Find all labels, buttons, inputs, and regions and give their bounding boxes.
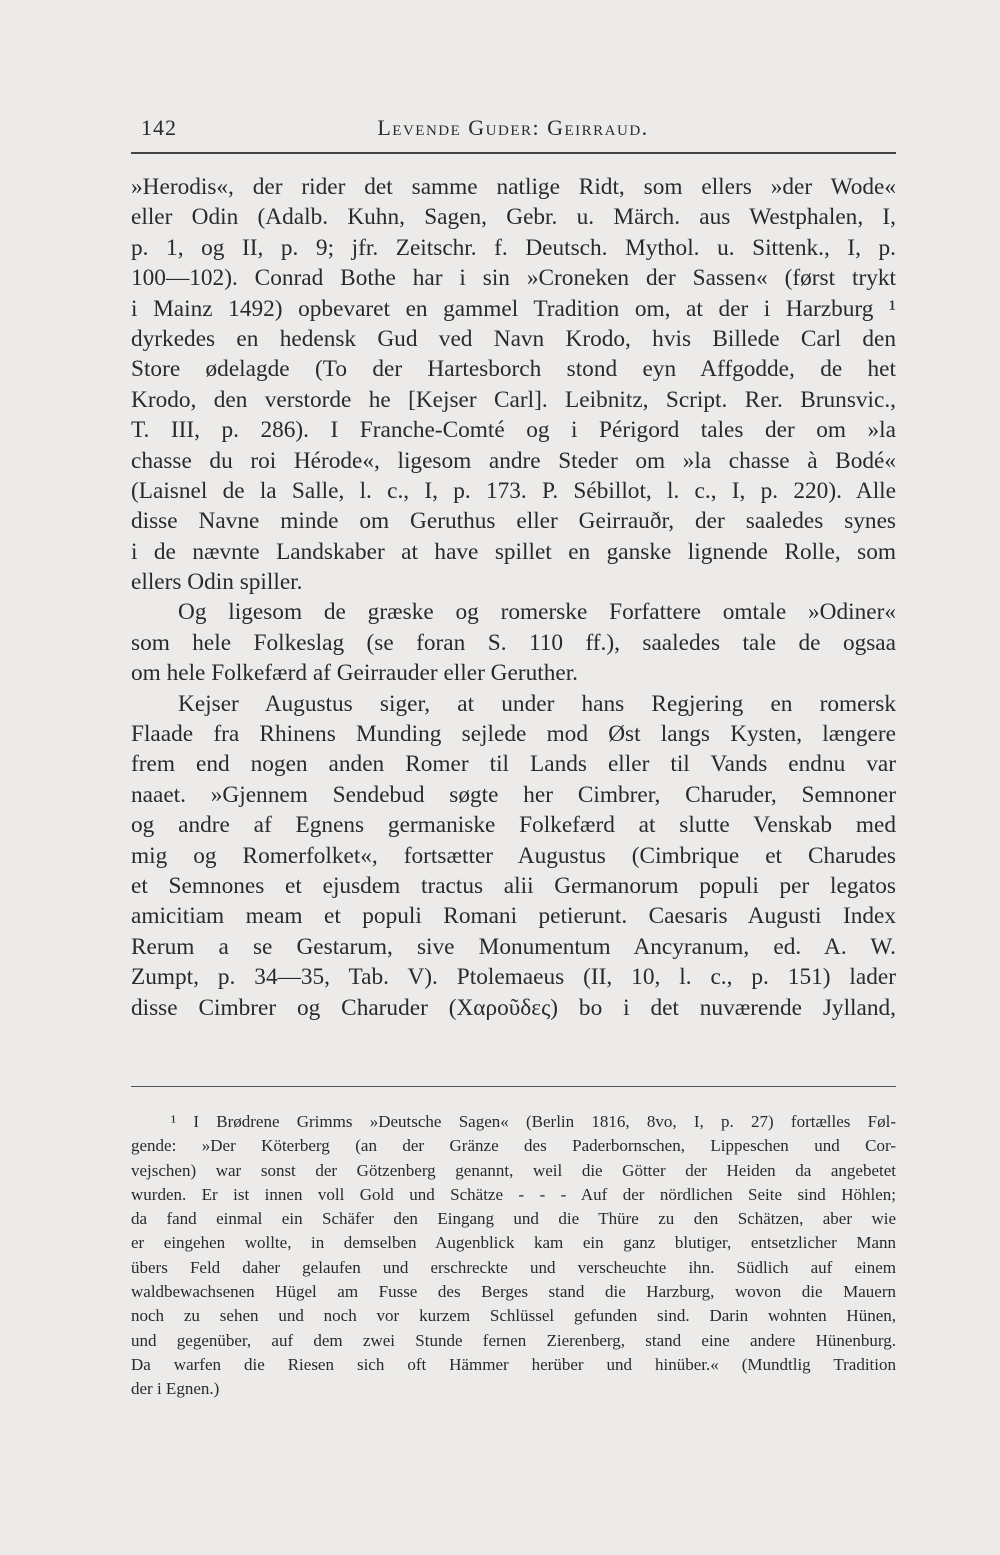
body-line: Zumpt, p. 34—35, Tab. V). Ptolemaeus (II, 10, l. c., p. 151) lader bbox=[131, 964, 896, 991]
body-line: Store ødelagde (To der Hartesborch stond eyn Affgodde, de het bbox=[131, 356, 896, 383]
footnote-line: er eingehen wollte, in demselben Augenblick kam ein ganz blutiger, entsetzlicher Mann bbox=[131, 1233, 896, 1253]
running-title: Levende Guder: Geirraud. bbox=[377, 115, 649, 140]
footnote-line: gende: »Der Köterberg (an der Gränze des Paderbornschen, Lippeschen und Cor- bbox=[131, 1136, 896, 1156]
footnote-line: der i Egnen.) bbox=[131, 1379, 220, 1399]
body-line: disse Navne minde om Geruthus eller Geirrauðr, der saaledes synes bbox=[131, 508, 896, 535]
body-line: i de nævnte Landskaber at have spillet en ganske lignende Rolle, som bbox=[131, 538, 896, 565]
footnote-line: noch zu sehen und noch vor kurzem Schlüssel gefunden sind. Darin wohnten Hünen, bbox=[131, 1306, 896, 1326]
body-line: chasse du roi Hérode«, ligesom andre Steder om »la chasse à Bodé« bbox=[131, 447, 896, 474]
body-line: amicitiam meam et populi Romani petierunt. Caesaris Augusti Index bbox=[131, 903, 896, 930]
body-line: disse Cimbrer og Charuder (Χαρoῦδες) bo i det nuværende Jylland, bbox=[131, 994, 896, 1021]
footnote-line: übers Feld daher gelaufen und erschreckte und verscheuchte ihn. Südlich auf einem bbox=[131, 1257, 896, 1277]
body-line: »Herodis«, der rider det samme natlige Ridt, som ellers »der Wode« bbox=[131, 174, 896, 200]
footnote-line: waldbewachsenen Hügel am Fusse des Berges stand die Harzburg, wovon die Mauern bbox=[131, 1282, 896, 1302]
body-line: frem end nogen anden Romer til Lands eller til Vands endnu var bbox=[131, 751, 896, 778]
body-line: mig og Romerfolket«, fortsætter Augustus (Cimbrique et Charudes bbox=[131, 842, 896, 869]
body-line: Krodo, den verstorde he [Kejser Carl]. Leibnitz, Script. Rer. Brunsvic., bbox=[131, 386, 896, 413]
body-line: et Semnones et ejusdem tractus alii Germanorum populi per legatos bbox=[131, 872, 896, 899]
body-line: og andre af Egnens germaniske Folkefærd at slutte Venskab med bbox=[131, 812, 896, 839]
body-line: ellers Odin spiller. bbox=[131, 569, 303, 596]
body-line: 100—102). Conrad Bothe har i sin »Croneken der Sassen« (først trykt bbox=[131, 265, 896, 292]
footnote-line: Da warfen die Riesen sich oft Hämmer herüber und hinüber.« (Mundtlig Tradition bbox=[131, 1354, 896, 1374]
body-line: Kejser Augustus siger, at under hans Regjering en romersk bbox=[178, 690, 896, 717]
body-line: eller Odin (Adalb. Kuhn, Sagen, Gebr. u. Märch. aus Westphalen, I, bbox=[131, 204, 896, 231]
body-line: dyrkedes en hedensk Gud ved Navn Krodo, hvis Billede Carl den bbox=[131, 325, 896, 352]
footnote-line: und gegenüber, auf dem zwei Stunde fernen Zierenberg, stand eine andere Hünenburg. bbox=[131, 1330, 896, 1350]
page-number: 142 bbox=[141, 115, 177, 140]
body-line: om hele Folkefærd af Geirrauder eller Geruther. bbox=[131, 660, 578, 687]
body-line: som hele Folkeslag (se foran S. 110 ff.), saaledes tale de ogsaa bbox=[131, 629, 896, 656]
body-line: (Laisnel de la Salle, l. c., I, p. 173. P. Sébillot, l. c., I, p. 220). Alle bbox=[131, 477, 896, 504]
body-line: Flaade fra Rhinens Munding sejlede mod Øst langs Kysten, længere bbox=[131, 721, 896, 748]
body-line: Og ligesom de græske og romerske Forfattere omtale »Odiner« bbox=[178, 599, 896, 626]
body-line: Rerum a se Gestarum, sive Monumentum Ancyranum, ed. A. W. bbox=[131, 933, 896, 960]
body-line: T. III, p. 286). I Franche-Comté og i Périgord tales der om »la bbox=[131, 417, 896, 444]
footnote-line: vejschen) war sonst der Götzenberg genannt, weil die Götter der Heiden da angebetet bbox=[131, 1160, 896, 1180]
body-line: p. 1, og II, p. 9; jfr. Zeitschr. f. Deutsch. Mythol. u. Sittenk., I, p. bbox=[131, 234, 896, 261]
footnote-line: wurden. Er ist innen voll Gold und Schätze - - - Auf der nördlichen Seite sind Höhlen; bbox=[131, 1184, 896, 1204]
body-line: naaet. »Gjennem Sendebud søgte her Cimbrer, Charuder, Semnoner bbox=[131, 781, 896, 808]
body-line: i Mainz 1492) opbevaret en gammel Tradition om, at der i Harzburg ¹ bbox=[131, 295, 896, 322]
footnote-line: da fand einmal ein Schäfer den Eingang und die Thüre zu den Schätzen, aber wie bbox=[131, 1209, 896, 1229]
header-rule bbox=[131, 152, 896, 154]
footnote bbox=[131, 1110, 896, 1402]
footnote-rule bbox=[131, 1086, 896, 1087]
body-text bbox=[131, 172, 896, 1023]
footnote-line: ¹ I Brødrene Grimms »Deutsche Sagen« (Berlin 1816, 8vo, I, p. 27) fortælles Føl- bbox=[171, 1112, 896, 1131]
page-header bbox=[131, 115, 895, 147]
